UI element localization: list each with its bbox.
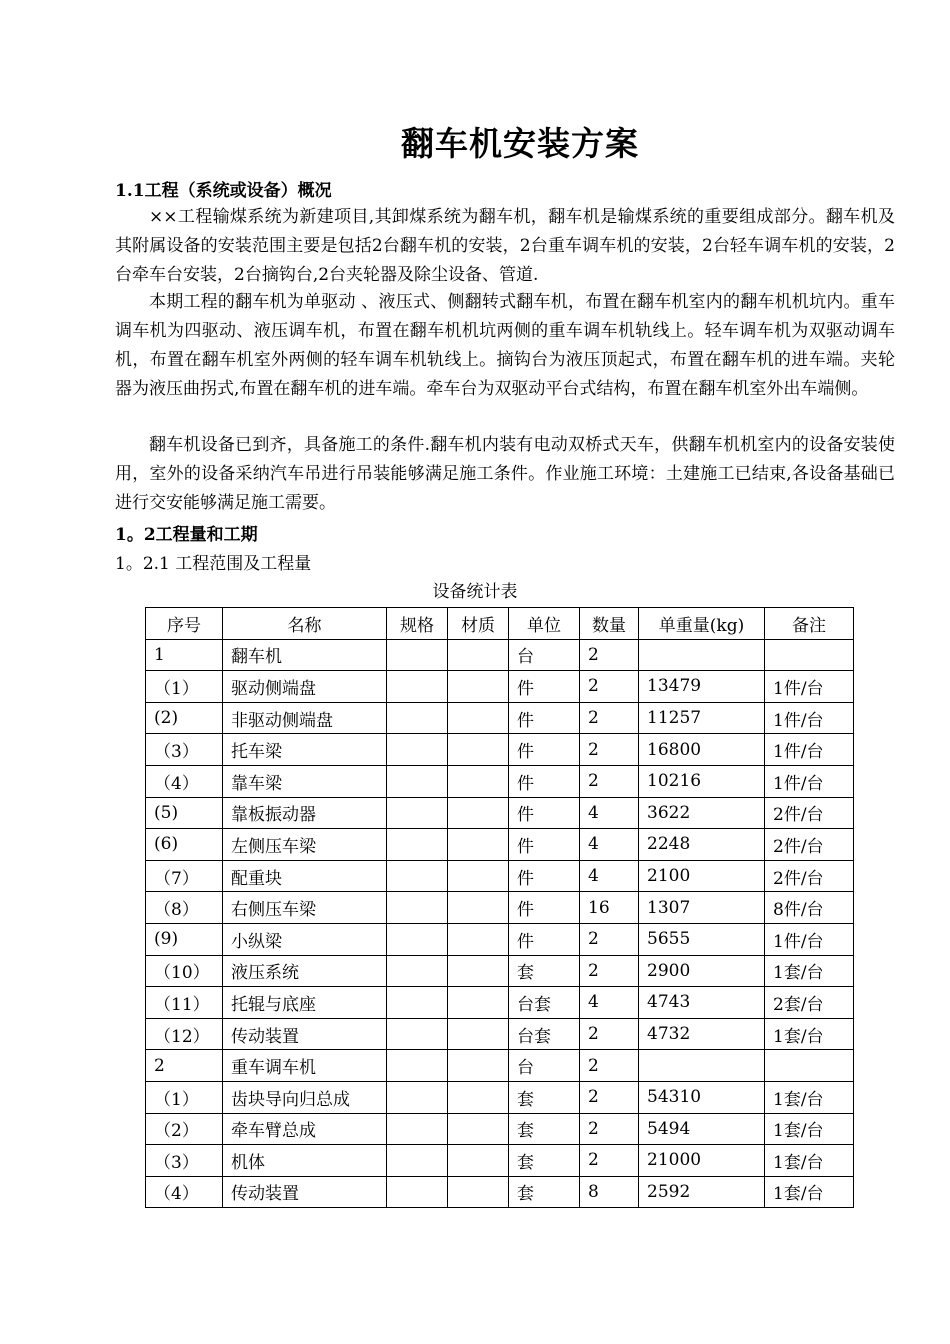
table-cell [387, 1145, 448, 1177]
table-row [146, 860, 854, 892]
table-cell: 1件/台 [765, 671, 854, 703]
table-cell [387, 702, 448, 734]
table-cell: 套 [509, 1081, 580, 1113]
table-cell [448, 987, 509, 1019]
table-row [146, 765, 854, 797]
table-row [146, 1018, 854, 1050]
table-cell: 1套/台 [765, 1145, 854, 1177]
table-cell [448, 1050, 509, 1082]
table-cell [448, 829, 509, 861]
table-cell [387, 671, 448, 703]
table-cell: (6) [146, 829, 223, 861]
table-cell: 套 [509, 1113, 580, 1145]
table-cell: （1） [146, 671, 223, 703]
table-cell: （8） [146, 892, 223, 924]
table-row [146, 1113, 854, 1145]
table-cell [448, 702, 509, 734]
table-cell: 台 [509, 1050, 580, 1082]
table-cell: 套 [509, 1176, 580, 1208]
table-cell [448, 797, 509, 829]
table-cell: 靠车梁 [223, 765, 387, 797]
table-row [146, 639, 854, 671]
table-cell: 2 [146, 1050, 223, 1082]
table-cell: 2 [580, 955, 639, 987]
table-cell: 2 [580, 1113, 639, 1145]
table-cell: 4 [580, 987, 639, 1019]
table-cell [387, 892, 448, 924]
table-cell: 2 [580, 1145, 639, 1177]
table-cell: 2 [580, 671, 639, 703]
table-cell: 配重块 [223, 860, 387, 892]
table-header-row [146, 608, 854, 640]
table-cell [639, 639, 765, 671]
table-cell [387, 797, 448, 829]
section-heading-1-2: 1。2工程量和工期 [115, 525, 258, 545]
table-cell: 5494 [639, 1113, 765, 1145]
table-cell: 4 [580, 860, 639, 892]
table-cell [448, 923, 509, 955]
table-cell: 件 [509, 765, 580, 797]
table-cell: 件 [509, 829, 580, 861]
table-cell: 传动装置 [223, 1018, 387, 1050]
table-cell [448, 1113, 509, 1145]
table-cell: 2248 [639, 829, 765, 861]
table-cell: 传动装置 [223, 1176, 387, 1208]
table-cell: （4） [146, 765, 223, 797]
table-row [146, 1050, 854, 1082]
table-cell: （4） [146, 1176, 223, 1208]
table-row [146, 797, 854, 829]
table-row [146, 955, 854, 987]
table-cell: 2 [580, 765, 639, 797]
table-row [146, 1145, 854, 1177]
table-cell: 1套/台 [765, 1113, 854, 1145]
table-cell: 右侧压车梁 [223, 892, 387, 924]
table-cell: 套 [509, 1145, 580, 1177]
table-cell [387, 1113, 448, 1145]
table-cell: 台套 [509, 987, 580, 1019]
table-cell: 1件/台 [765, 734, 854, 766]
table-cell [387, 1018, 448, 1050]
table-cell: 2件/台 [765, 860, 854, 892]
table-cell: 台 [509, 639, 580, 671]
table-cell: 驱动侧端盘 [223, 671, 387, 703]
table-cell: 2900 [639, 955, 765, 987]
table-cell [387, 955, 448, 987]
table-cell: 11257 [639, 702, 765, 734]
table-cell: 1套/台 [765, 1081, 854, 1113]
table-row [146, 1176, 854, 1208]
table-cell [387, 829, 448, 861]
table-cell: (5) [146, 797, 223, 829]
paragraph-1: ××工程输煤系统为新建项目,其卸煤系统为翻车机，翻车机是输煤系统的重要组成部分。翻车机及其附属设备的安装范围主要是包括2台翻车机的安装，2台重车调车机的安装，2台轻车调车机的安装，2台牵车台安装，2台摘钩台,2台夹轮器及除尘设备、管道. [115, 207, 895, 285]
table-cell: 2 [580, 1018, 639, 1050]
table-cell: 液压系统 [223, 955, 387, 987]
table-cell: 小纵梁 [223, 923, 387, 955]
section-heading-1-1: 1.1工程（系统或设备）概况 [115, 181, 332, 201]
table-cell: 左侧压车梁 [223, 829, 387, 861]
table-cell: 非驱动侧端盘 [223, 702, 387, 734]
table-cell: 1件/台 [765, 765, 854, 797]
table-caption: 设备统计表 [432, 582, 518, 602]
table-cell: （11） [146, 987, 223, 1019]
header-cell: 备注 [765, 608, 854, 640]
table-cell: （10） [146, 955, 223, 987]
table-row [146, 892, 854, 924]
table-cell: 1套/台 [765, 955, 854, 987]
table-cell [387, 923, 448, 955]
paragraph-3: 翻车机设备已到齐，具备施工的条件.翻车机内装有电动双桥式天车，供翻车机机室内的设备安装使用，室外的设备采纳汽车吊进行吊装能够满足施工条件。作业施工环境：土建施工已结束,各设备基础已进行交安能够满足施工需要。 [115, 435, 895, 513]
equipment-table [145, 607, 854, 1208]
table-cell: 1 [146, 639, 223, 671]
table-cell: (9) [146, 923, 223, 955]
table-cell: 件 [509, 892, 580, 924]
table-cell: 4732 [639, 1018, 765, 1050]
table-cell [448, 1176, 509, 1208]
table-cell: 机体 [223, 1145, 387, 1177]
table-cell: 8 [580, 1176, 639, 1208]
table-cell [448, 734, 509, 766]
table-cell [387, 1081, 448, 1113]
table-cell: 1套/台 [765, 1176, 854, 1208]
table-cell: 件 [509, 860, 580, 892]
table-cell: 1套/台 [765, 1018, 854, 1050]
table-row [146, 987, 854, 1019]
table-cell: 1307 [639, 892, 765, 924]
table-cell [387, 765, 448, 797]
header-cell: 数量 [580, 608, 639, 640]
table-cell: 齿块导向归总成 [223, 1081, 387, 1113]
table-cell: 2 [580, 734, 639, 766]
table-cell [387, 860, 448, 892]
table-cell: 件 [509, 734, 580, 766]
table-cell [765, 639, 854, 671]
table-cell [639, 1050, 765, 1082]
header-cell: 单重量(kg) [639, 608, 765, 640]
table-cell: 8件/台 [765, 892, 854, 924]
table-cell: 2件/台 [765, 797, 854, 829]
table-cell [448, 671, 509, 703]
header-cell: 名称 [223, 608, 387, 640]
table-cell: 54310 [639, 1081, 765, 1113]
table-cell: 托辊与底座 [223, 987, 387, 1019]
table-cell: 21000 [639, 1145, 765, 1177]
table-cell: (2) [146, 702, 223, 734]
table-cell: 3622 [639, 797, 765, 829]
table-row [146, 734, 854, 766]
table-row [146, 923, 854, 955]
table-cell [765, 1050, 854, 1082]
table-cell [387, 1176, 448, 1208]
table-cell: 1件/台 [765, 702, 854, 734]
document-title: 翻车机安装方案 [401, 124, 639, 163]
table-cell: 2 [580, 1081, 639, 1113]
table-cell: 件 [509, 923, 580, 955]
table-cell: （1） [146, 1081, 223, 1113]
table-cell: （3） [146, 734, 223, 766]
paragraph-2: 本期工程的翻车机为单驱动 、液压式、侧翻转式翻车机，布置在翻车机室内的翻车机机坑内。重车调车机为四驱动、液压调车机，布置在翻车机机坑两侧的重车调车机轨线上。轻车调车机为双驱动调车机，布置在翻车机室外两侧的轻车调车机轨线上。摘钩台为液压顶起式，布置在翻车机的进车端。夹轮器为液压曲拐式,布置在翻车机的进车端。牵车台为双驱动平台式结构，布置在翻车机室外出车端侧。 [115, 292, 895, 399]
table-cell: 翻车机 [223, 639, 387, 671]
table-cell [387, 734, 448, 766]
table-cell: 2 [580, 639, 639, 671]
subsection-heading-1-2-1: 1。2.1 工程范围及工程量 [115, 554, 312, 574]
table-cell: 2 [580, 1050, 639, 1082]
table-cell: 4 [580, 829, 639, 861]
table-cell: 2 [580, 923, 639, 955]
table-cell: 重车调车机 [223, 1050, 387, 1082]
table-cell: 2 [580, 702, 639, 734]
table-cell [448, 639, 509, 671]
table-row [146, 671, 854, 703]
header-cell: 序号 [146, 608, 223, 640]
table-cell [448, 892, 509, 924]
table-cell: 托车梁 [223, 734, 387, 766]
table-cell: 2100 [639, 860, 765, 892]
table-row [146, 702, 854, 734]
table-cell: 2件/台 [765, 829, 854, 861]
header-cell: 单位 [509, 608, 580, 640]
table-cell: （3） [146, 1145, 223, 1177]
table-cell: 10216 [639, 765, 765, 797]
table-cell: 件 [509, 797, 580, 829]
table-cell: 套 [509, 955, 580, 987]
table-cell: 件 [509, 702, 580, 734]
table-cell: 4743 [639, 987, 765, 1019]
table-row [146, 829, 854, 861]
table-row [146, 1081, 854, 1113]
table-cell [387, 987, 448, 1019]
header-cell: 规格 [387, 608, 448, 640]
table-cell: 1件/台 [765, 923, 854, 955]
table-cell [448, 765, 509, 797]
table-cell: 2套/台 [765, 987, 854, 1019]
table-body [146, 639, 854, 1208]
table-cell: 台套 [509, 1018, 580, 1050]
table-cell: 件 [509, 671, 580, 703]
table-cell: （12） [146, 1018, 223, 1050]
table-cell [448, 860, 509, 892]
table-cell: 13479 [639, 671, 765, 703]
table-cell [448, 955, 509, 987]
table-cell: 4 [580, 797, 639, 829]
table-cell: 靠板振动器 [223, 797, 387, 829]
table-cell: （7） [146, 860, 223, 892]
table-cell: （2） [146, 1113, 223, 1145]
table-cell: 16 [580, 892, 639, 924]
table-cell [448, 1081, 509, 1113]
table-cell [387, 639, 448, 671]
table-cell [448, 1145, 509, 1177]
header-cell: 材质 [448, 608, 509, 640]
table-cell [448, 1018, 509, 1050]
table-cell: 16800 [639, 734, 765, 766]
table-cell: 牵车臂总成 [223, 1113, 387, 1145]
table-cell: 2592 [639, 1176, 765, 1208]
table-cell: 5655 [639, 923, 765, 955]
table-cell [387, 1050, 448, 1082]
